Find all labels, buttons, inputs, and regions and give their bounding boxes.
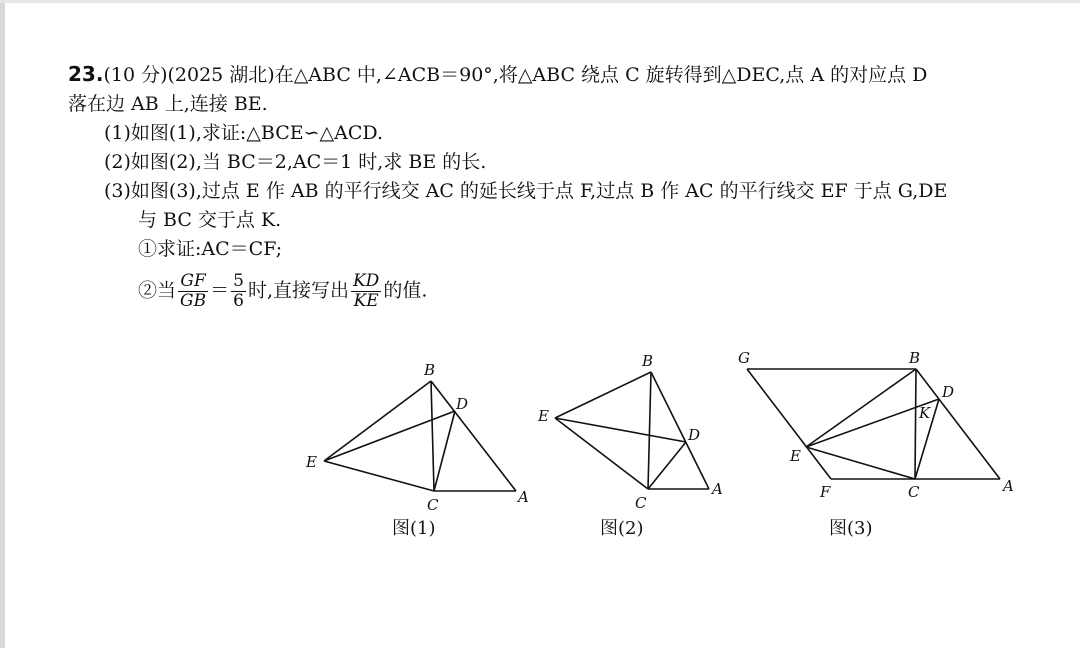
fig3-segment-eb	[806, 369, 916, 447]
fig3-label-d: D	[942, 383, 955, 401]
fig3-label-g: G	[738, 349, 750, 367]
fig2-label-e: E	[538, 407, 549, 425]
fig2-segment-ec	[555, 418, 648, 489]
figure-3	[738, 349, 1014, 539]
fraction-6-denominator: 6	[233, 291, 244, 311]
problem-statement-1: (10 分)(2025 湖北)在△ABC 中,∠ACB＝90°,将△ABC 绕点 C 旋转得到△DEC,点 A 的对应点 D	[103, 64, 928, 86]
figure-2	[537, 352, 723, 539]
equals-sign: ＝	[210, 279, 230, 302]
fig2-label-b: B	[642, 352, 654, 370]
part-2: (2)如图(2),当 BC＝2,AC＝1 时,求 BE 的长.	[104, 151, 487, 173]
fraction-ke-denominator: KE	[353, 291, 379, 311]
fig1-label-b: B	[424, 361, 436, 379]
fig3-label-e: E	[790, 447, 801, 465]
fig3-segment-bc	[915, 369, 916, 479]
fig3-label-k: K	[919, 404, 931, 422]
fig1-label-d: D	[456, 395, 469, 413]
fig3-label-a: A	[1003, 477, 1014, 495]
figure-1	[305, 361, 529, 539]
fig1-caption: 图(1)	[392, 518, 436, 539]
fig1-segment-ec	[324, 461, 434, 491]
sub2-middle-text: 时,直接写出	[247, 279, 349, 302]
problem-statement-2: 落在边 AB 上,连接 BE.	[68, 93, 268, 115]
fig1-label-a: A	[518, 488, 529, 506]
fig1-label-c: C	[427, 496, 439, 514]
fraction-gb-denominator: GB	[180, 291, 207, 311]
fig2-segment-eb	[555, 372, 651, 418]
fig3-segment-ba	[916, 369, 1000, 479]
fig2-label-d: D	[688, 426, 701, 444]
fig2-segment-bc	[648, 372, 651, 489]
fig2-label-c: C	[635, 494, 647, 512]
fig3-segment-ec	[806, 447, 915, 479]
part-3-line-2: 与 BC 交于点 K.	[138, 209, 282, 231]
fig1-segment-bc	[431, 381, 434, 491]
fig2-segment-ba	[651, 372, 709, 489]
fraction-kd-numerator: KD	[352, 271, 380, 291]
fig1-label-e: E	[306, 453, 317, 471]
fig1-segment-ba	[431, 381, 516, 491]
fraction-5-numerator: 5	[233, 271, 244, 291]
fig1-segment-dc	[434, 411, 455, 491]
fig3-label-f: F	[820, 483, 831, 501]
fig2-segment-dc	[648, 442, 686, 489]
fig1-segment-ed	[324, 411, 455, 461]
part-3-sub-1: ①求证:AC＝CF;	[138, 238, 283, 260]
fig3-label-c: C	[908, 483, 920, 501]
fig1-segment-eb	[324, 381, 431, 461]
problem-number: 23.	[68, 62, 104, 86]
sub2-suffix: 的值.	[383, 279, 428, 302]
fig2-label-a: A	[712, 480, 723, 498]
part-3-line-1: (3)如图(3),过点 E 作 AB 的平行线交 AC 的延长线于点 F,过点 B 作 AC 的平行线交 EF 于点 G,DE	[104, 180, 948, 202]
fig3-segment-ge	[747, 369, 831, 479]
fig3-label-b: B	[909, 349, 921, 367]
fig2-segment-ed	[555, 418, 686, 442]
fig2-caption: 图(2)	[600, 518, 644, 539]
part-1: (1)如图(1),求证:△BCE∽△ACD.	[104, 122, 383, 144]
fig3-caption: 图(3)	[829, 518, 873, 539]
fraction-gf-numerator: GF	[178, 272, 208, 292]
sub2-prefix: ②当	[138, 279, 177, 302]
